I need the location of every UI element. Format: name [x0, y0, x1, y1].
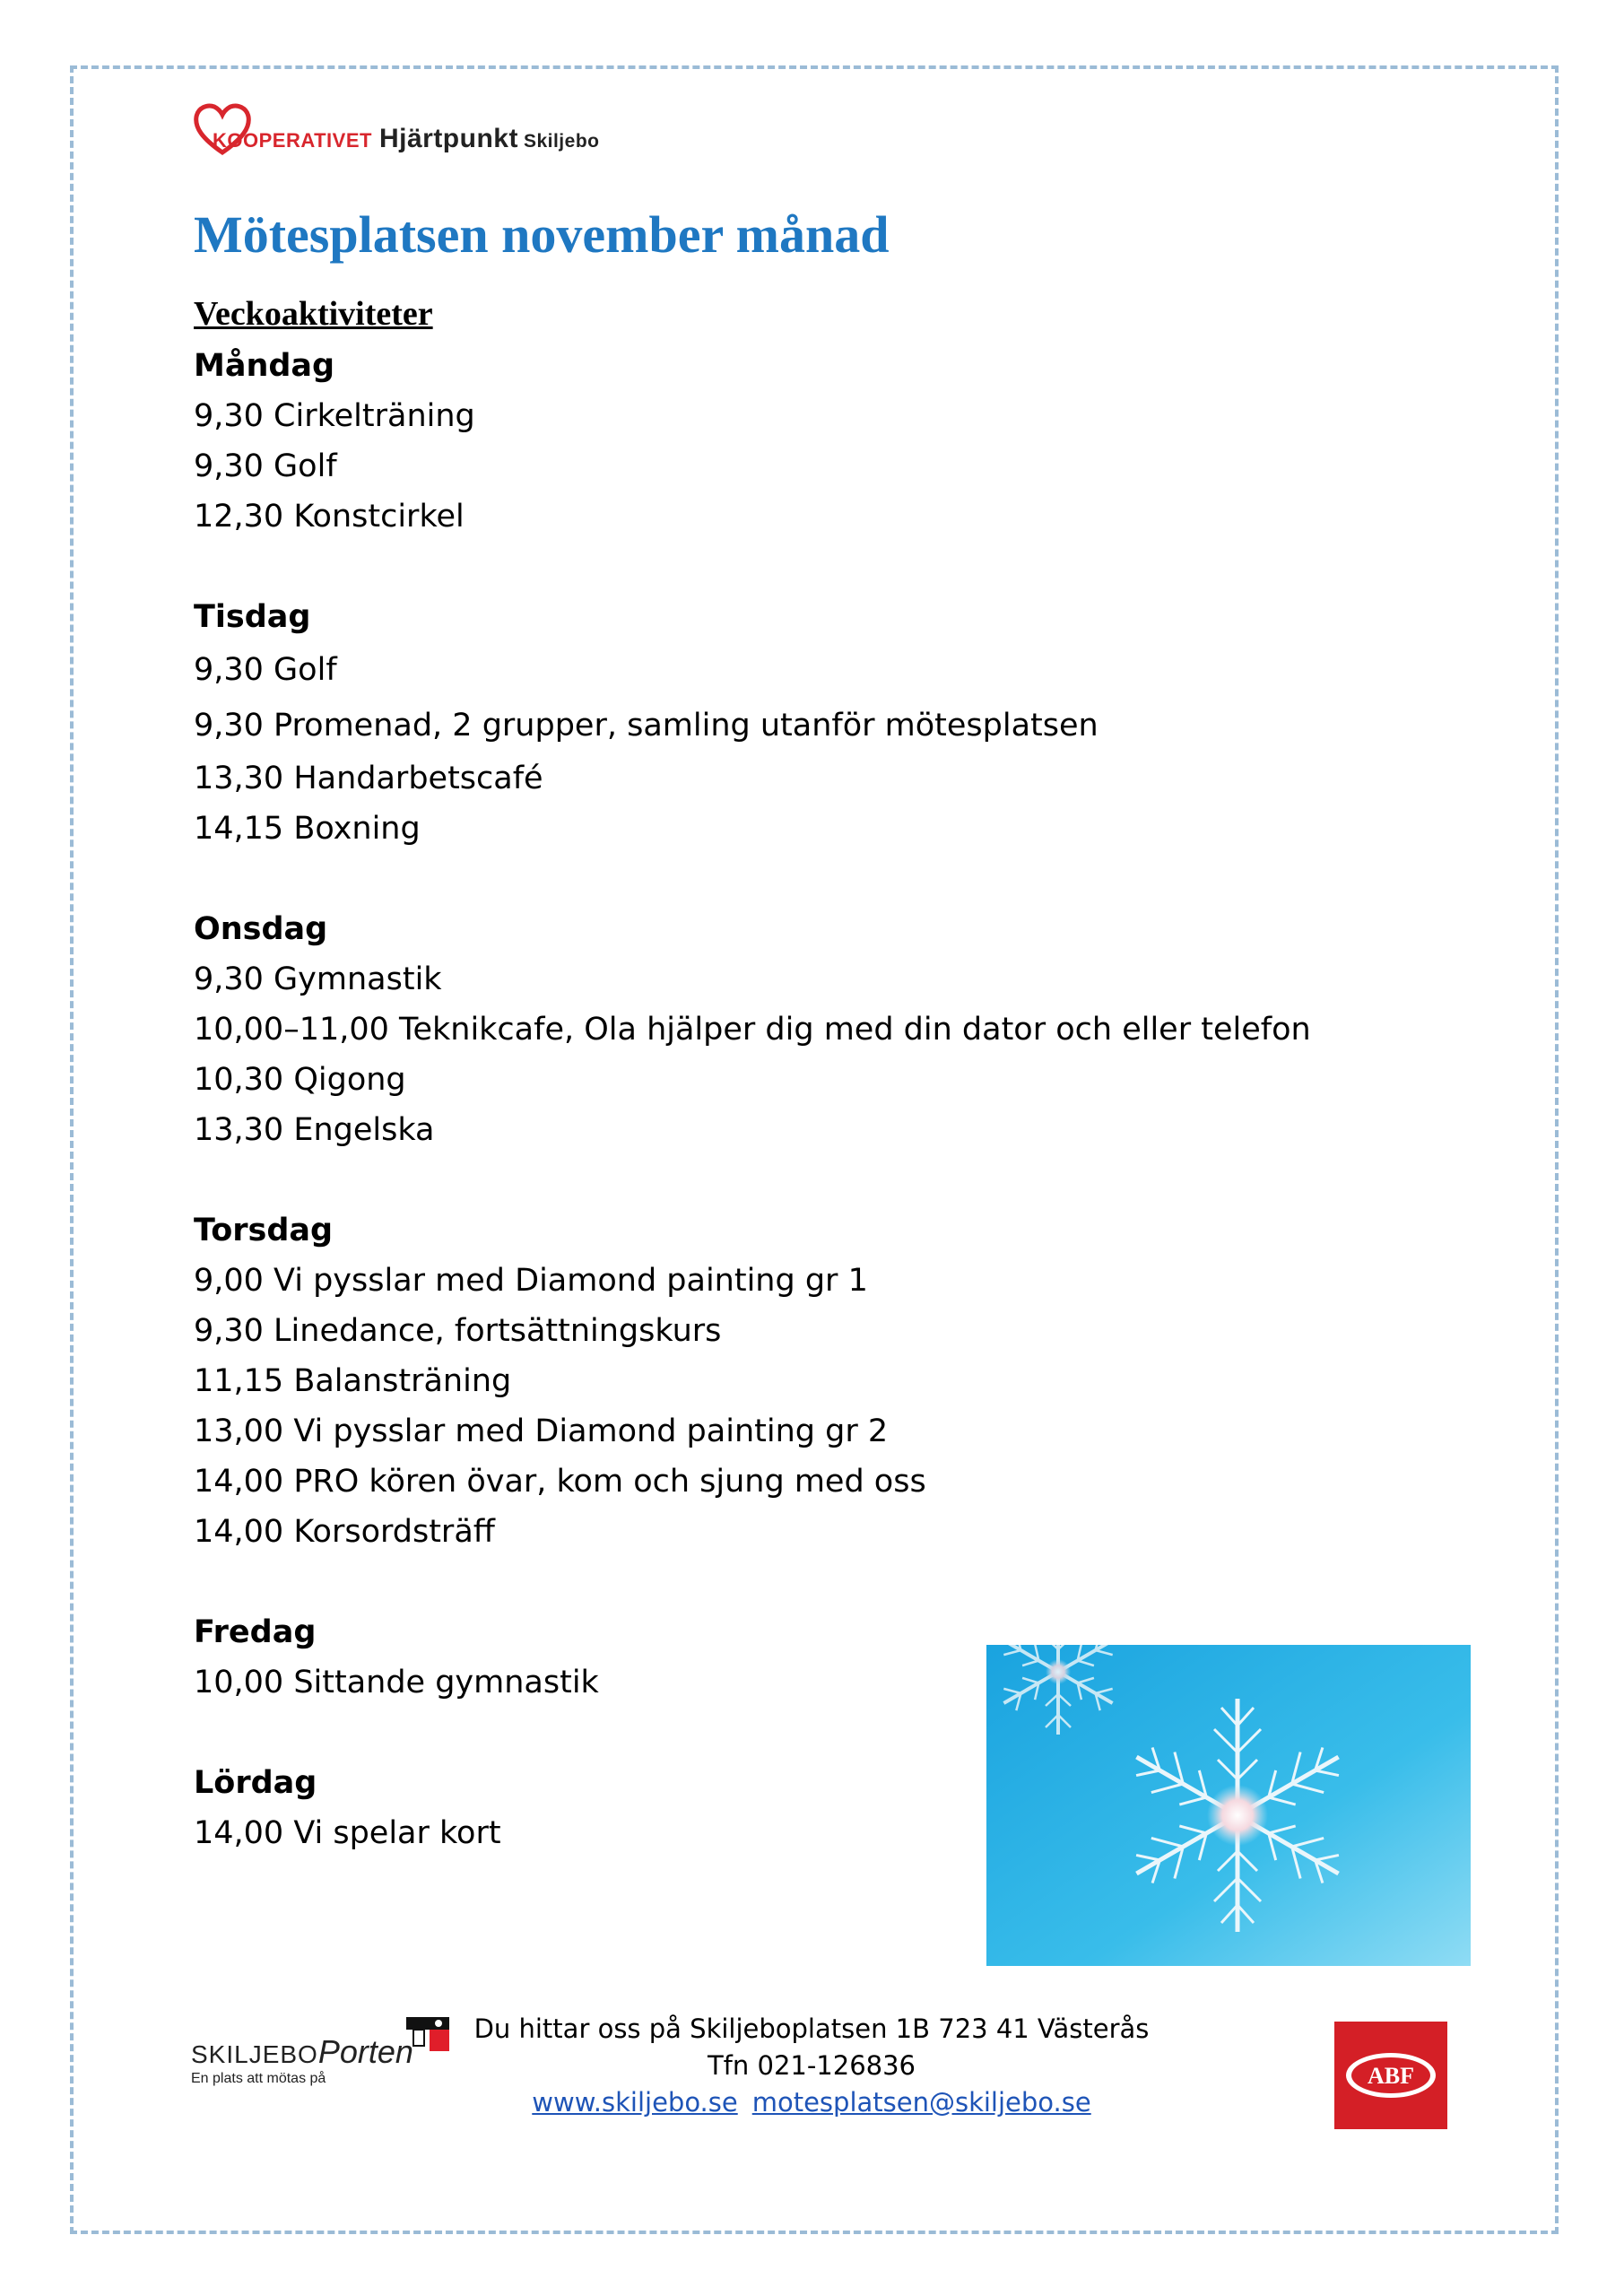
contact-info [404, 2011, 1220, 2121]
contact-links [404, 2084, 1220, 2121]
activity-item: 10,00–11,00 Teknikcafe, Ola hjälper dig med din dator och eller telefon [194, 1012, 1311, 1048]
activity-item: 13,30 Handarbetscafé [194, 761, 543, 796]
activity-item: 9,30 Golf [194, 448, 337, 484]
heart-icon [193, 100, 252, 160]
activity-item: 11,15 Balansträning [194, 1363, 512, 1399]
phone-text: Tfn 021-126836 [707, 2050, 916, 2081]
logo-brand-first: SKILJEBO [191, 2040, 318, 2068]
abf-logo-text: ABF [1368, 2063, 1414, 2089]
kooperativet-logo [193, 94, 599, 166]
day-tuesday [194, 592, 1359, 854]
activity-item: 12,30 Konstcirkel [194, 499, 465, 535]
activity-item: 14,00 PRO kören övar, kom och sjung med oss [194, 1464, 926, 1500]
activity-item: 9,30 Gymnastik [194, 961, 442, 997]
snowflake-image [986, 1645, 1471, 1966]
activity-item: 13,00 Vi pysslar med Diamond painting gr 2 [194, 1413, 889, 1449]
website-link[interactable]: www.skiljebo.se [532, 2087, 738, 2118]
weekly-schedule [194, 341, 1359, 1858]
abf-logo-mark [1344, 2051, 1437, 2100]
activity-item: 14,15 Boxning [194, 811, 421, 847]
section-subtitle: Veckoaktiviteter [194, 295, 433, 333]
activity-item: 14,00 Vi spelar kort [194, 1815, 501, 1851]
activity-item: 9,30 Promenad, 2 grupper, samling utanför mötesplatsen [194, 708, 1099, 744]
activity-item: 9,30 Cirkelträning [194, 398, 475, 434]
abf-logo [1334, 2022, 1447, 2129]
day-wednesday [194, 904, 1359, 1155]
activity-item: 13,30 Engelska [194, 1112, 435, 1148]
logo-place-text: Skiljebo [523, 131, 600, 152]
activity-item: 10,30 Qigong [194, 1062, 406, 1098]
day-name: Torsdag [194, 1213, 334, 1248]
address-text: Du hittar oss på Skiljeboplatsen 1B 723 41 Västerås [473, 2013, 1150, 2044]
day-thursday [194, 1205, 1359, 1557]
logo-tagline: En plats att mötas på [191, 2071, 326, 2086]
email-link[interactable]: motesplatsen@skiljebo.se [751, 2087, 1091, 2118]
day-name: Måndag [194, 348, 335, 384]
activity-item: 9,00 Vi pysslar med Diamond painting gr 1 [194, 1263, 868, 1299]
logo-coop-text: KOOPERATIVET [213, 129, 372, 152]
activity-item: 9,30 Linedance, fortsättningskurs [194, 1313, 722, 1349]
day-name: Onsdag [194, 911, 328, 947]
activity-item: 10,00 Sittande gymnastik [194, 1665, 599, 1700]
logo-name-text: Hjärtpunkt [378, 124, 518, 153]
day-monday [194, 341, 1359, 542]
day-name: Fredag [194, 1614, 317, 1650]
day-name: Lördag [194, 1765, 317, 1801]
day-name: Tisdag [194, 599, 311, 635]
logo-brand-second: Porten [317, 2033, 413, 2070]
activity-item: 14,00 Korsordsträff [194, 1514, 495, 1550]
page-title: Mötesplatsen november månad [194, 205, 890, 264]
activity-item: 9,30 Golf [194, 652, 337, 688]
